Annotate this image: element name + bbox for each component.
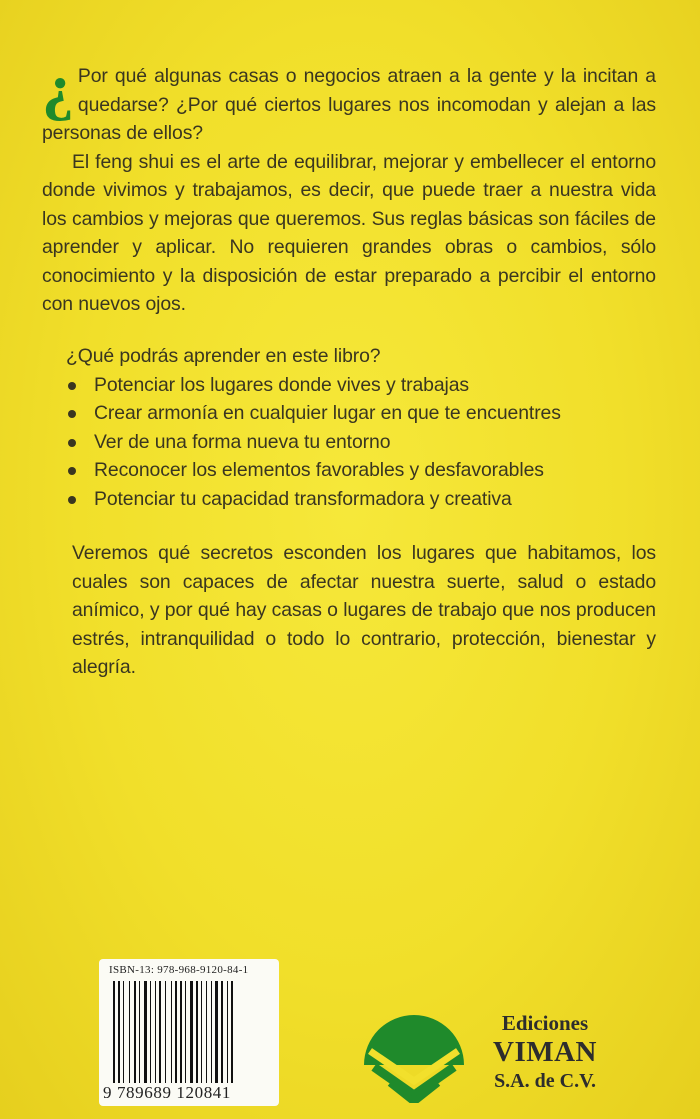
publisher-name — [480, 1010, 610, 1094]
closing-text — [72, 539, 656, 682]
bullet-item: Crear armonía en cualquier lugar en que te encuentres — [66, 399, 656, 428]
publisher-line-3: S.A. de C.V. — [494, 1070, 596, 1092]
barcode-digits: 9 789689 120841 — [103, 1083, 231, 1102]
closing-paragraph: Veremos qué secretos esconden los lugares que habitamos, los cuales son capaces de afectar nuestra suerte, salud o estado anímico, y por qué hay casas o lugares de trabajo que nos producen estrés, intranquilidad o todo lo contrario, protección, bienestar y alegría. — [72, 542, 656, 678]
bullet-item: Potenciar tu capacidad transformadora y creativa — [66, 485, 656, 514]
intro-text — [42, 51, 656, 319]
bullet-item: Ver de una forma nueva tu entorno — [66, 428, 656, 457]
bullet-item: Potenciar los lugares donde vives y trabajas — [66, 371, 656, 400]
publisher-line-2: VIMAN — [493, 1036, 597, 1068]
bullet-list — [66, 371, 656, 514]
publisher-line-1: Ediciones — [501, 1011, 589, 1035]
learn-title: ¿Qué podrás aprender en este libro? — [66, 345, 381, 367]
barcode-icon — [113, 981, 267, 1083]
barcode-label — [99, 959, 279, 1106]
drop-cap: ¿ — [42, 51, 74, 122]
bullet-item: Reconocer los elementos favorables y desfavorables — [66, 456, 656, 485]
isbn-text: ISBN-13: 978-968-9120-84-1 — [109, 964, 249, 976]
intro-paragraph-1 — [42, 51, 656, 148]
intro-paragraph-1-text: Por qué algunas casas o negocios atraen a la gente y la incitan a quedarse? ¿Por qué ciertos lugares nos incomodan y alejan a las personas de ellos? — [42, 65, 656, 144]
learn-section — [66, 342, 656, 513]
intro-paragraph-2: El feng shui es el arte de equilibrar, mejorar y embellecer el entorno donde vivimos y trabajamos, es decir, que puede traer a nuestra vida los cambios y mejoras que queremos. Sus reglas básicas son fáciles de aprender y aplicar. No requieren grandes obras o cambios, sólo conocimiento y la disposición de estar preparado a percibir el entorno con nuevos ojos. — [42, 150, 656, 315]
publisher-logo-icon — [360, 1003, 468, 1103]
